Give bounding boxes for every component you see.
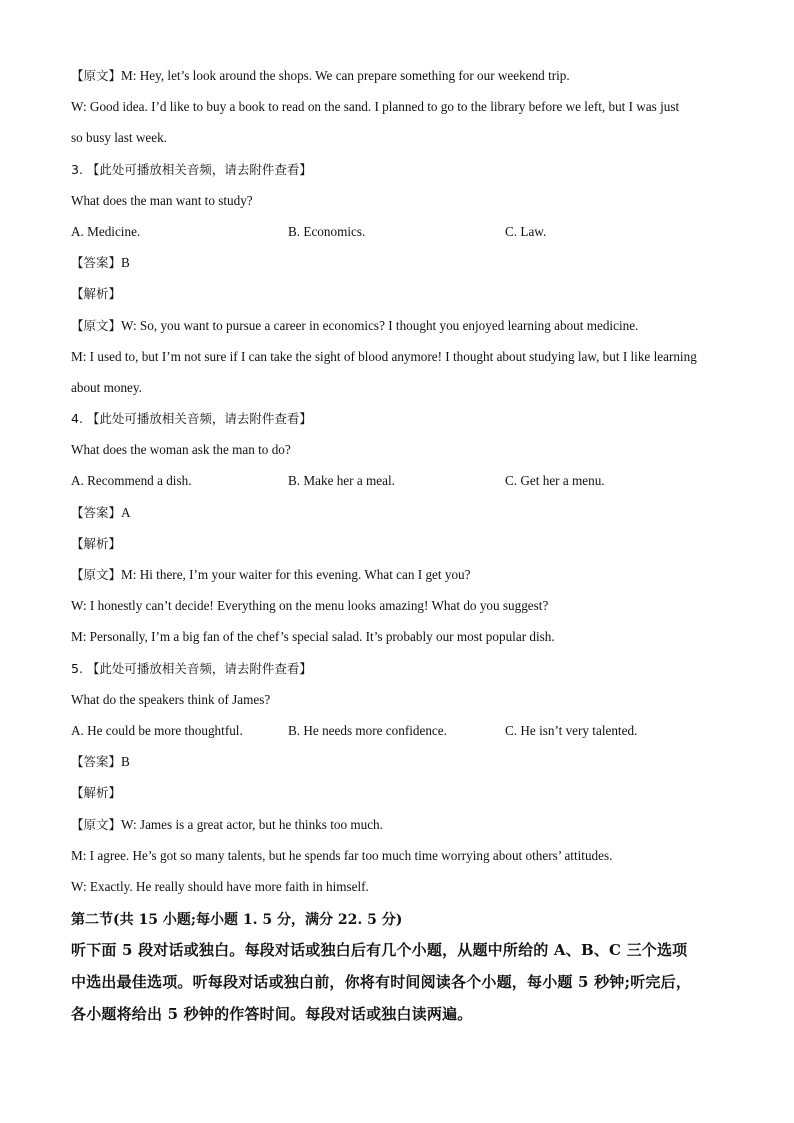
line-text: What does the man want to study? <box>71 192 253 208</box>
text-line <box>71 781 731 812</box>
line-text: M: I used to, but I’m not sure if I can take the sight of blood anymore! I thought about studying law, but I like learning <box>71 348 697 364</box>
line-text: M: I agree. He’s got so many talents, but he spends far too much time worrying about others’ attitudes. <box>71 847 613 863</box>
label-tag: 【原文】 <box>71 317 122 333</box>
line-text: What does the woman ask the man to do? <box>71 442 291 458</box>
option-a: A. Recommend a dish. <box>71 473 192 489</box>
text-line <box>71 844 731 875</box>
label-tag: 【原文】 <box>71 567 122 582</box>
text-line <box>71 251 731 282</box>
option-b: B. Make her a meal. <box>288 473 395 489</box>
label-tag: 【原文】 <box>71 816 122 832</box>
option-a: A. He could be more thoughtful. <box>71 722 243 738</box>
question-number <box>71 158 731 189</box>
line-text: M: Personally, I’m a big fan of the chef’s special salad. It’s probably our most popular dish. <box>71 629 555 645</box>
text-line <box>71 750 731 781</box>
text-line <box>71 501 731 532</box>
answer-options <box>71 220 731 251</box>
text-line <box>71 126 731 157</box>
label-tag: 4. 【此处可播放相关音频，请去附件查看】 <box>71 411 312 427</box>
line-text: so busy last week. <box>71 130 167 146</box>
option-b: B. He needs more confidence. <box>288 722 447 738</box>
line-text: W: Exactly. He really should have more faith in himself. <box>71 878 369 894</box>
text-line <box>71 813 731 844</box>
label-tag: 【答案】 <box>71 255 122 271</box>
text-line <box>71 189 731 220</box>
label-tag: 【解析】 <box>71 785 122 801</box>
label-tag: 【解析】 <box>71 286 122 302</box>
option-c: C. Law. <box>505 223 547 239</box>
label-tag: 5. 【此处可播放相关音频，请去附件查看】 <box>71 660 312 676</box>
text-line <box>71 314 731 345</box>
answer-options <box>71 719 731 750</box>
option-c: C. Get her a menu. <box>505 473 605 489</box>
line-text: B <box>121 255 130 271</box>
option-c: C. He isn’t very talented. <box>505 722 638 738</box>
question-number <box>71 657 731 688</box>
label-tag: 【解析】 <box>71 535 122 551</box>
line-text: What do the speakers think of James? <box>71 691 271 707</box>
instruction-line: 中选出最佳选项。听每段对话或独白前，你将有时间阅读各个小题，每小题 5 秒钟;听完后， <box>71 973 692 992</box>
line-text: A <box>121 504 131 520</box>
label-tag: 3. 【此处可播放相关音频，请去附件查看】 <box>71 161 312 177</box>
line-text: W: James is a great actor, but he thinks too much. <box>121 816 383 832</box>
line-text: about money. <box>71 379 142 395</box>
text-line <box>71 345 731 376</box>
text-line <box>71 532 731 563</box>
text-line <box>71 282 731 313</box>
document-page <box>71 64 731 1030</box>
section-heading: 第二节(共 15 小题;每小题 1. 5 分，满分 22. 5 分) <box>71 912 403 929</box>
question-number <box>71 407 731 438</box>
line-text: M: Hi there, I’m your waiter for this evening. What can I get you? <box>121 567 471 582</box>
line-text: W: So, you want to pursue a career in economics? I thought you enjoyed learning about medicine. <box>121 317 639 333</box>
text-line <box>71 875 731 906</box>
text-line <box>71 625 731 656</box>
label-tag: 【答案】 <box>71 754 122 770</box>
line-text: B <box>121 754 130 770</box>
text-line <box>71 594 731 625</box>
text-line <box>71 688 731 719</box>
answer-options <box>71 469 731 500</box>
text-line <box>71 376 731 407</box>
option-a: A. Medicine. <box>71 223 141 239</box>
label-tag: 【答案】 <box>71 504 122 520</box>
instruction-line: 听下面 5 段对话或独白。每段对话或独白后有几个小题，从题中所给的 A、B、C 三个选项 <box>71 941 688 960</box>
label-tag: 【原文】 <box>71 68 122 83</box>
line-text: M: Hey, let’s look around the shops. We can prepare something for our weekend trip. <box>121 68 570 83</box>
text-line <box>71 64 731 95</box>
text-line <box>71 438 731 469</box>
text-line <box>71 95 731 126</box>
instruction-line: 各小题将给出 5 秒钟的作答时间。每段对话或独白读两遍。 <box>71 1005 473 1024</box>
line-text: W: I honestly can’t decide! Everything on the menu looks amazing! What do you suggest? <box>71 598 549 614</box>
text-line <box>71 563 731 594</box>
option-b: B. Economics. <box>288 223 366 239</box>
line-text: W: Good idea. I’d like to buy a book to read on the sand. I planned to go to the library before we left, but I was just <box>71 99 680 115</box>
